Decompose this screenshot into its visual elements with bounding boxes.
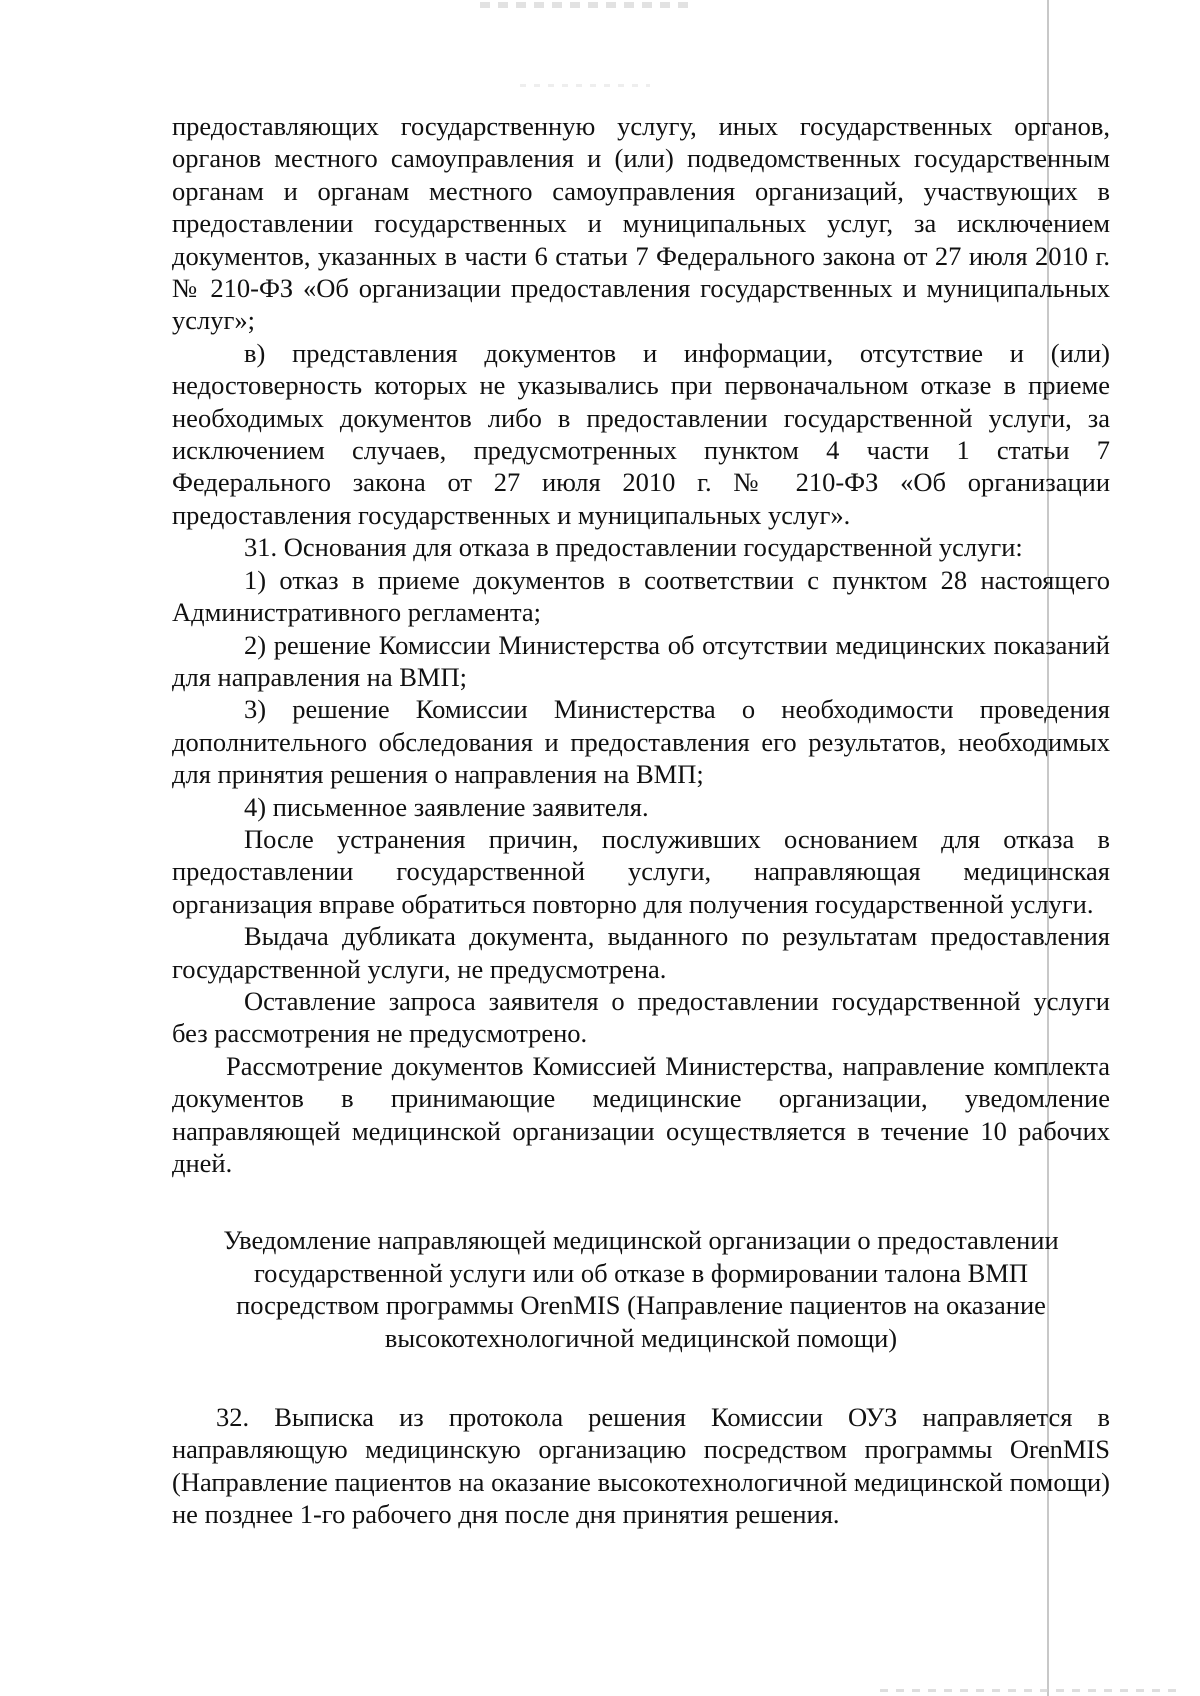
paragraph-item-v: в) представления документов и информации, отсутствие и (или) недостоверность которых не указывались при первоначальном отказе в приеме необходимых документов либо в предоставлении государственной услуги, за исключением случаев, предусмотренных пунктом 4 части 1 статьи 7 Федерального закона от 27 июля 2010 г. № 210-ФЗ «Об организации предоставления государственных и муниципальных услуг». (172, 337, 1110, 530)
list-item-1: 1) отказ в приеме документов в соответствии с пунктом 28 настоящего Административного регламента; (172, 564, 1110, 628)
document-body (172, 110, 1110, 1531)
list-item-4: 4) письменное заявление заявителя. (244, 791, 649, 822)
paragraph-duplicate: Выдача дубликата документа, выданного по результатам предоставления государственной услуги, не предусмотрена. (172, 921, 1110, 984)
paragraph-continuation: предоставляющих государственную услугу, иных государственных органов, органов местного самоуправления и (или) подведомственных государственным органам и органам местного самоуправления организаций, участвующих в предоставлении государственных и муниципальных услуг, за исключением документов, указанных в части 6 статьи 7 Федерального закона от 27 июля 2010 г. № 210-ФЗ «Об организации предоставления государственных и муниципальных услуг»; (172, 111, 1110, 336)
scan-artifact-bottom (880, 1689, 1180, 1692)
list-item-2: 2) решение Комиссии Министерства об отсутствии медицинских показаний для направления на ВМП; (172, 629, 1110, 692)
scan-artifact-top (480, 2, 690, 8)
paragraph-32: 32. Выписка из протокола решения Комиссии ОУЗ направляется в направляющую медицинскую организацию посредством программы OrenMIS (Направление пациентов на оказание высокотехнологичной медицинской помощи) не позднее 1-го рабочего дня после дня принятия решения. (172, 1402, 1110, 1530)
scan-artifact-top-faint (520, 84, 650, 87)
paragraph-after-elimination: После устранения причин, послуживших основанием для отказа в предоставлении государственной услуги, направляющая медицинская организация вправе обратиться повторно для получения государственной услуги. (172, 823, 1110, 919)
paragraph-request-left: Оставление запроса заявителя о предоставлении государственной услуги без рассмотрения не предусмотрено. (172, 985, 1110, 1049)
paragraph-review-period: Рассмотрение документов Комиссией Министерства, направление комплекта документов в принимающие медицинские организации, уведомление направляющей медицинской организации осуществляется в течение 10 рабочих дней. (172, 1050, 1110, 1178)
paragraph-31: 31. Основания для отказа в предоставлении государственной услуги: (244, 532, 1023, 563)
section-heading: Уведомление направляющей медицинской организации о предоставлении государственной услуги или об отказе в формировании талона ВМП посредством программы OrenMIS (Направление пациентов на оказание высокотехнологичной медицинской помощи) (223, 1225, 1059, 1353)
list-item-3: 3) решение Комиссии Министерства о необходимости проведения дополнительного обследования и предоставления его результатов, необходимых для принятия решения о направления на ВМП; (172, 694, 1110, 790)
